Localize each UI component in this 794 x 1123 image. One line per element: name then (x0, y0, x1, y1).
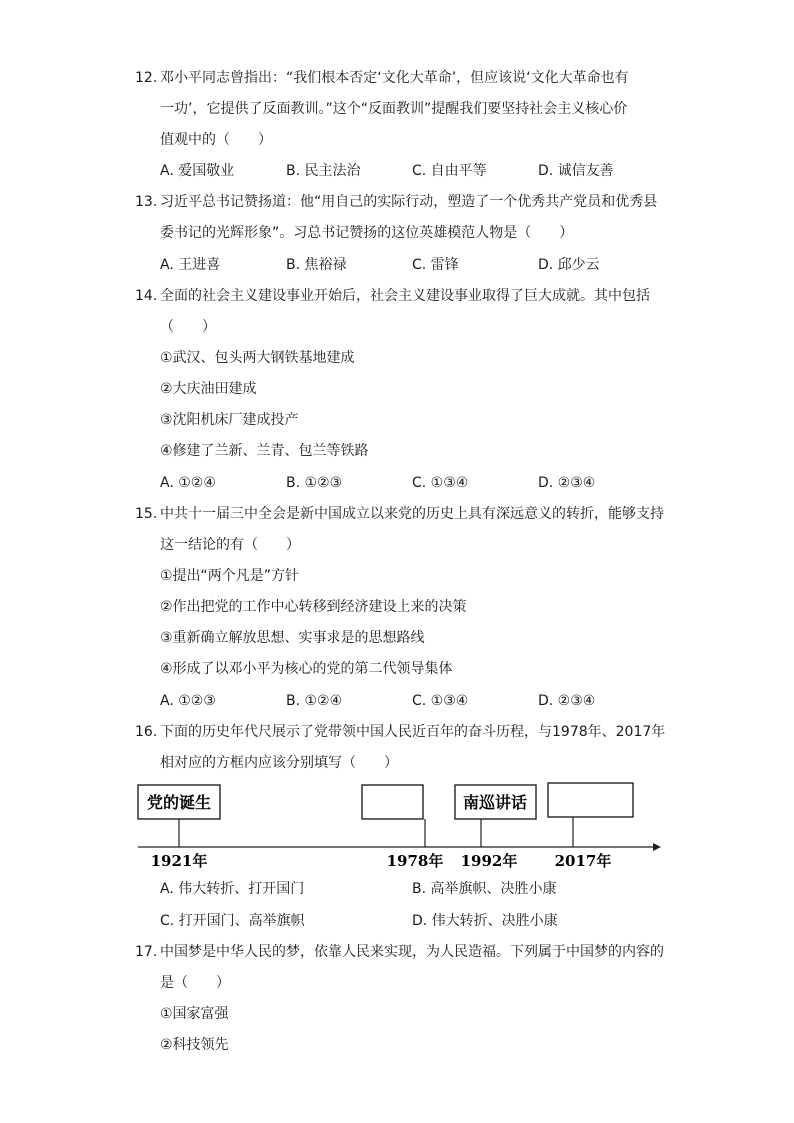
option-c[interactable]: C. ①③④ (412, 475, 469, 491)
option-d[interactable]: D. 邱少云 (538, 257, 600, 273)
question-text-line: 中共十一届三中全会是新中国成立以来党的历史上具有深远意义的转折，能够支持 (160, 506, 664, 522)
question-number: 17. (135, 944, 158, 960)
timeline-year: 2017年 (554, 852, 612, 870)
statement-3: ③沈阳机床厂建成投产 (160, 412, 299, 428)
question-text-line: 相对应的方框内应该分别填写（ ） (160, 755, 398, 771)
option-c[interactable]: C. 雷锋 (412, 257, 459, 273)
statement-1: ①武汉、包头两大钢铁基地建成 (160, 350, 355, 366)
statement-4: ④修建了兰新、兰青、包兰等铁路 (160, 443, 369, 459)
option-c[interactable]: C. 自由平等 (412, 163, 487, 179)
timeline-arrow-icon (653, 843, 661, 851)
option-a[interactable]: A. ①②③ (160, 693, 216, 709)
timeline-box-2017-blank (548, 783, 633, 817)
timeline-box-1978-blank (362, 785, 423, 819)
timeline-year: 1992年 (460, 852, 518, 870)
option-a[interactable]: A. ①②④ (160, 475, 216, 491)
option-a[interactable]: A. 伟大转折、打开国门 (160, 881, 305, 897)
statement-1: ①国家富强 (160, 1006, 229, 1022)
option-b[interactable]: B. ①②③ (286, 475, 343, 491)
option-d[interactable]: D. 诚信友善 (538, 163, 614, 179)
question-number: 16. (135, 724, 158, 740)
question-text-line: 委书记的光辉形象”。习总书记赞扬的这位英雄模范人物是（ ） (160, 225, 574, 241)
timeline-box-label: 党的诞生 (146, 793, 212, 812)
question-text-line: 下面的历史年代尺展示了党带领中国人民近百年的奋斗历程，与1978年、2017年 (160, 724, 666, 740)
timeline-year: 1921年 (150, 852, 208, 870)
statement-3: ③重新确立解放思想、实事求是的思想路线 (160, 630, 425, 646)
option-a[interactable]: A. 王进喜 (160, 257, 221, 273)
statement-4: ④形成了以邓小平为核心的党的第二代领导集体 (160, 661, 453, 677)
question-number: 12. (135, 70, 158, 86)
question-text-line: 这一结论的有（ ） (160, 537, 300, 553)
option-c[interactable]: C. 打开国门、高举旗帜 (160, 913, 305, 929)
question-number: 13. (135, 194, 158, 210)
option-b[interactable]: B. 高举旗帜、决胜小康 (412, 881, 557, 897)
option-c[interactable]: C. ①③④ (412, 693, 469, 709)
question-text-line: 一功’，它提供了反面教训。”这个“反面教训”提醒我们要坚持社会主义核心价 (160, 101, 628, 117)
question-text-line: 值观中的（ ） (160, 132, 272, 148)
question-text-line: （ ） (160, 319, 216, 335)
statement-2: ②作出把党的工作中心转移到经济建设上来的决策 (160, 599, 467, 615)
question-number: 14. (135, 288, 158, 304)
statement-1: ①提出“两个凡是”方针 (160, 568, 300, 584)
option-a[interactable]: A. 爱国敬业 (160, 163, 235, 179)
question-text-line: 习近平总书记赞扬道：他“用自己的实际行动，塑造了一个优秀共产党员和优秀县 (160, 194, 658, 210)
statement-2: ②科技领先 (160, 1037, 229, 1053)
option-b[interactable]: B. 焦裕禄 (286, 257, 347, 273)
question-number: 15. (135, 506, 158, 522)
question-text-line: 中国梦是中华人民的梦，依靠人民来实现，为人民造福。下列属于中国梦的内容的 (160, 944, 664, 960)
option-d[interactable]: D. ②③④ (538, 475, 596, 491)
option-b[interactable]: B. 民主法治 (286, 163, 361, 179)
option-d[interactable]: D. 伟大转折、决胜小康 (412, 913, 558, 929)
timeline-year: 1978年 (386, 852, 444, 870)
question-text-line: 是（ ） (160, 975, 230, 991)
question-text-line: 全面的社会主义建设事业开始后，社会主义建设事业取得了巨大成就。其中包括 (160, 288, 650, 304)
question-text-line: 邓小平同志曾指出：“我们根本否定‘文化大革命’，但应该说‘文化大革命也有 (160, 70, 629, 86)
option-b[interactable]: B. ①②④ (286, 693, 343, 709)
timeline-box-label: 南巡讲话 (462, 793, 528, 812)
history-timeline (135, 780, 665, 870)
timeline-figure (135, 780, 665, 870)
statement-2: ②大庆油田建成 (160, 381, 257, 397)
option-d[interactable]: D. ②③④ (538, 693, 596, 709)
